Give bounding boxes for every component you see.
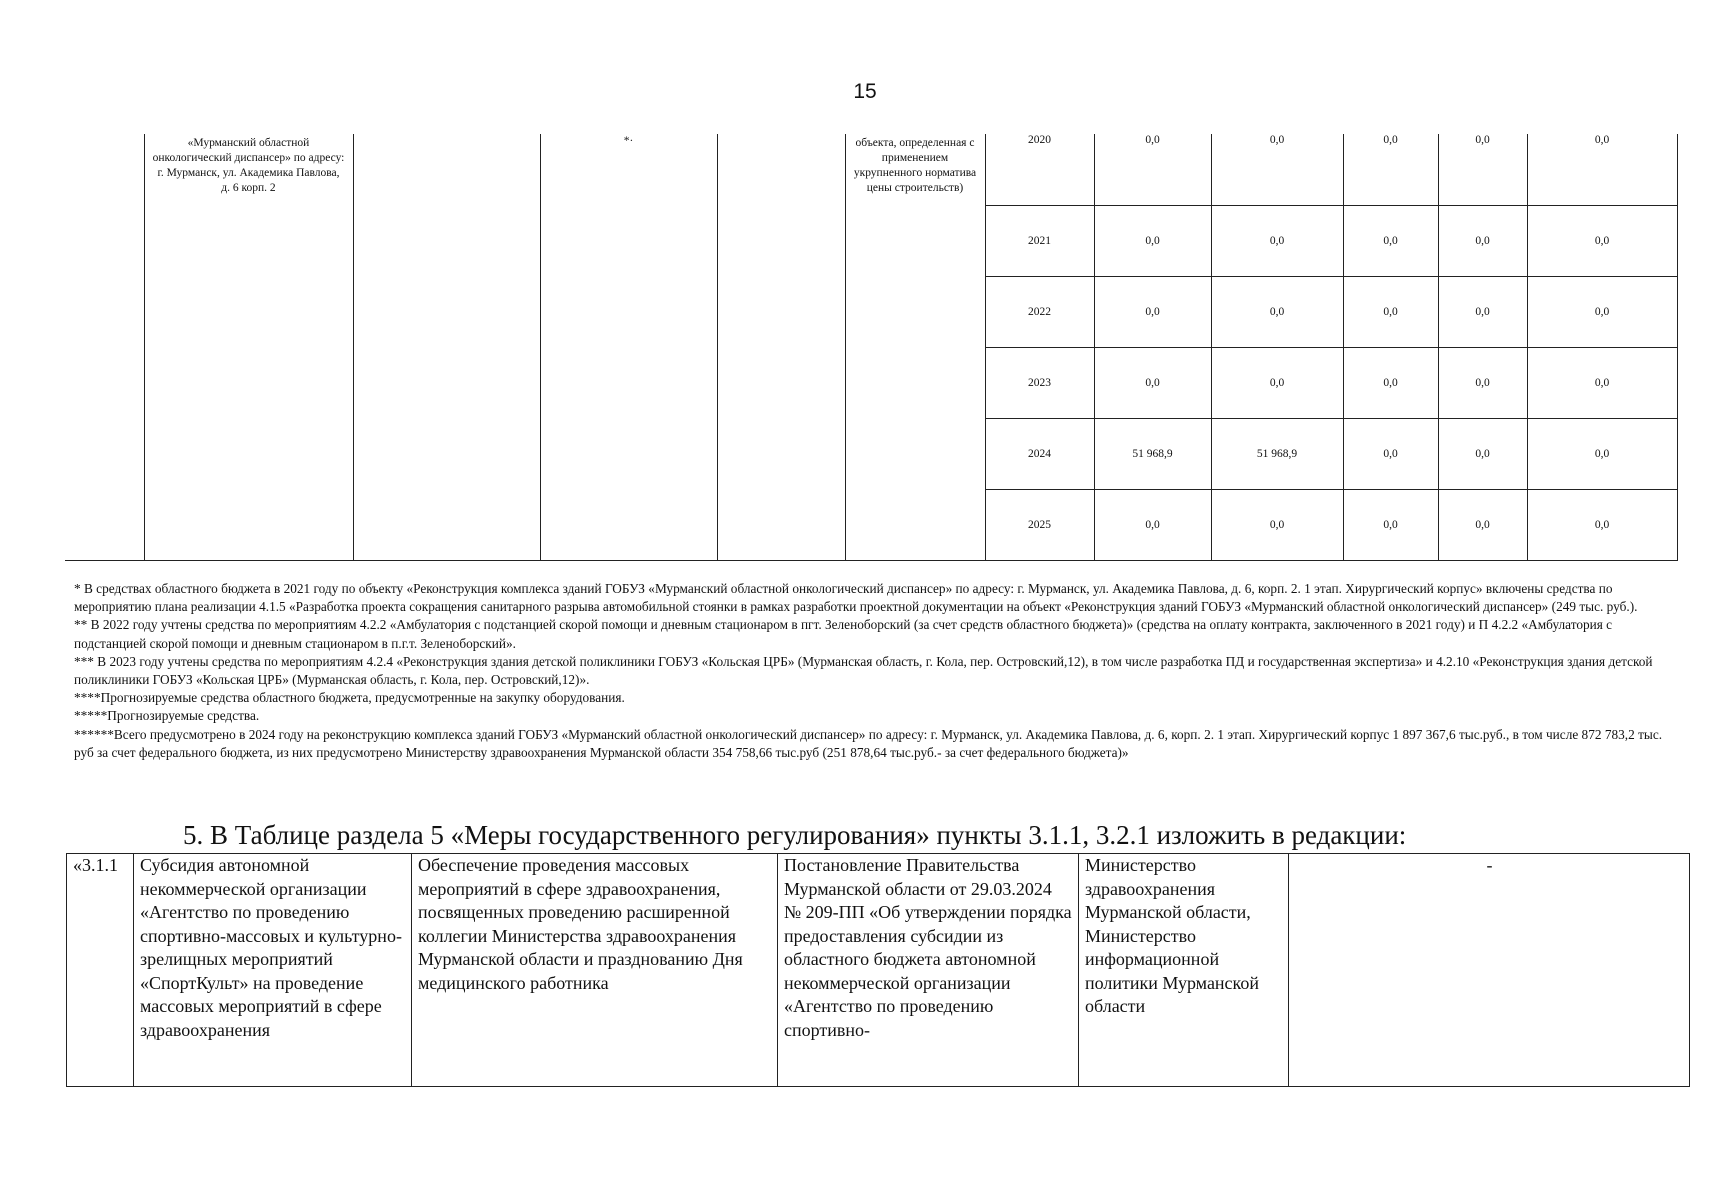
year-cell: 2021 — [985, 205, 1094, 276]
mark-cell — [540, 134, 717, 560]
empty-cell — [717, 134, 845, 560]
page-number: 15 — [853, 80, 877, 103]
value-cell: 0,0 — [1527, 205, 1677, 276]
table-row — [67, 854, 1690, 1087]
value-cell: 0,0 — [1527, 276, 1677, 347]
footnote-mark: *· — [623, 135, 634, 147]
value-cell: 0,0 — [1211, 489, 1343, 560]
legal-act-cell: Постановление Правительства Мурманской области от 29.03.2024 № 209-ПП «Об утверждении порядка предоставления субсидии из областного бюджета автономной некоммерческой организации «Агентство по проведению спортивно- — [778, 854, 1079, 1087]
value-cell: 0,0 — [1343, 418, 1438, 489]
executor-cell: Министерство здравоохранения Мурманской области, Министерство информационной политики Мурманской области — [1079, 854, 1289, 1087]
value-cell: 0,0 — [1438, 347, 1527, 418]
value-cell: 0,0 — [1094, 276, 1211, 347]
value-cell: 0,0 — [1343, 347, 1438, 418]
object-description: объекта, определенная с применением укрупненного норматива цены строительств) — [853, 137, 977, 194]
value-cell: 0,0 — [1343, 134, 1438, 205]
value-cell: 51 968,9 — [1094, 418, 1211, 489]
footnote: *****Прогнозируемые средства. — [74, 708, 260, 724]
value-cell: 0,0 — [1211, 276, 1343, 347]
value-cell: 0,0 — [1527, 134, 1677, 205]
value-cell: 0,0 — [1094, 489, 1211, 560]
year-cell: 2023 — [985, 347, 1094, 418]
item-number: «3.1.1 — [67, 854, 134, 1087]
value-cell: 0,0 — [1527, 418, 1677, 489]
value-cell: 0,0 — [1211, 347, 1343, 418]
footnote: ****Прогнозируемые средства областного бюджета, предусмотренные на закупку оборудования. — [74, 690, 625, 706]
footnotes — [74, 580, 1674, 762]
year-cell: 2022 — [985, 276, 1094, 347]
object-name-cell — [144, 134, 353, 560]
cell-number — [65, 134, 144, 560]
value-cell: 0,0 — [1094, 205, 1211, 276]
table-row — [65, 134, 1677, 205]
value-cell: 0,0 — [1438, 134, 1527, 205]
value-cell: 0,0 — [1343, 276, 1438, 347]
footnote: * В средствах областного бюджета в 2021 году по объекту «Реконструкция комплекса зданий ГОБУЗ «Мурманский областной онкологический диспансер» по адресу: г. Мурманск, ул. Академика Павлова, д. 6, корп. 2. 1 этап. Хирургический корпус» включены средства по мероприятию плана реализации 4.1.5 «Разработка проекта сокращения санитарного разрыва автомобильной стоянки в рамках разработки проектной документации на объект «Реконструкция зданий ГОБУЗ «Мурманский областной онкологический диспансер» (249 тыс. руб.). — [74, 581, 1638, 615]
funding-table — [65, 134, 1678, 561]
value-cell: 0,0 — [1527, 489, 1677, 560]
value-cell: 0,0 — [1438, 418, 1527, 489]
value-cell: 0,0 — [1211, 134, 1343, 205]
year-cell: 2024 — [985, 418, 1094, 489]
footnote: ** В 2022 году учтены средства по мероприятиям 4.2.2 «Амбулатория с подстанцией скорой помощи и дневным стационаром в пгт. Зеленоборский (за счет средств областного бюджета)» (средства на оплату контракта, заключенного в 2021 году) и П 4.2.2 «Амбулатория с подстанцией скорой помощи и дневным стационаром в п.г.т. Зеленоборский». — [74, 617, 1613, 651]
value-cell: 51 968,9 — [1211, 418, 1343, 489]
value-cell: 0,0 — [1094, 347, 1211, 418]
value-cell: 0,0 — [1094, 134, 1211, 205]
value-cell: 0,0 — [1438, 489, 1527, 560]
value-cell: 0,0 — [1438, 276, 1527, 347]
year-cell: 2025 — [985, 489, 1094, 560]
value-cell: 0,0 — [1343, 489, 1438, 560]
footnote: *** В 2023 году учтены средства по мероприятиям 4.2.4 «Реконструкция здания детской поликлиники ГОБУЗ «Кольская ЦРБ» (Мурманская область, г. Кола, пер. Островский,12), в том числе разработка ПД и государственная экспертиза» и 4.2.10 «Реконструкция здания детской поликлиники ГОБУЗ «Кольская ЦРБ» (Мурманская область, г. Кола, пер. Островский,12)». — [74, 653, 1653, 688]
regulation-table — [66, 853, 1690, 1087]
section-heading: 5. В Таблице раздела 5 «Меры государственного регулирования» пункты 3.1.1, 3.2.1 изложить в редакции: — [183, 820, 1407, 850]
value-cell: - — [1289, 854, 1690, 1087]
empty-cell — [353, 134, 540, 560]
value-cell: 0,0 — [1527, 347, 1677, 418]
object-name: «Мурманский областной онкологический диспансер» по адресу: г. Мурманск, ул. Академика Павлова, д. 6 корп. 2 — [152, 137, 345, 194]
value-cell: 0,0 — [1438, 205, 1527, 276]
year-cell: 2020 — [985, 134, 1094, 205]
goal-cell: Обеспечение проведения массовых мероприятий в сфере здравоохранения, посвященных проведению расширенной коллегии Министерства здравоохранения Мурманской области и празднованию Дня медицинского работника — [412, 854, 778, 1087]
measure-cell: Субсидия автономной некоммерческой организации «Агентство по проведению спортивно-массовых и культурно-зрелищных мероприятий «СпортКульт» на проведение массовых мероприятий в сфере здравоохранения — [134, 854, 412, 1087]
value-cell: 0,0 — [1211, 205, 1343, 276]
footnote: ******Всего предусмотрено в 2024 году на реконструкцию комплекса зданий ГОБУЗ «Мурманский областной онкологический диспансер» по адресу: г. Мурманск, ул. Академика Павлова, д. 6, корп. 2. 1 этап. Хирургический корпус 1 897 367,6 тыс.руб., в том числе 872 783,2 тыс. руб за счет федерального бюджета, из них предусмотрено Министерству здравоохранения Мурманской области 354 758,66 тыс.руб (251 878,64 тыс.руб.- за счет федерального бюджета)» — [74, 726, 1663, 760]
value-cell: 0,0 — [1343, 205, 1438, 276]
object-desc-cell — [845, 134, 985, 560]
